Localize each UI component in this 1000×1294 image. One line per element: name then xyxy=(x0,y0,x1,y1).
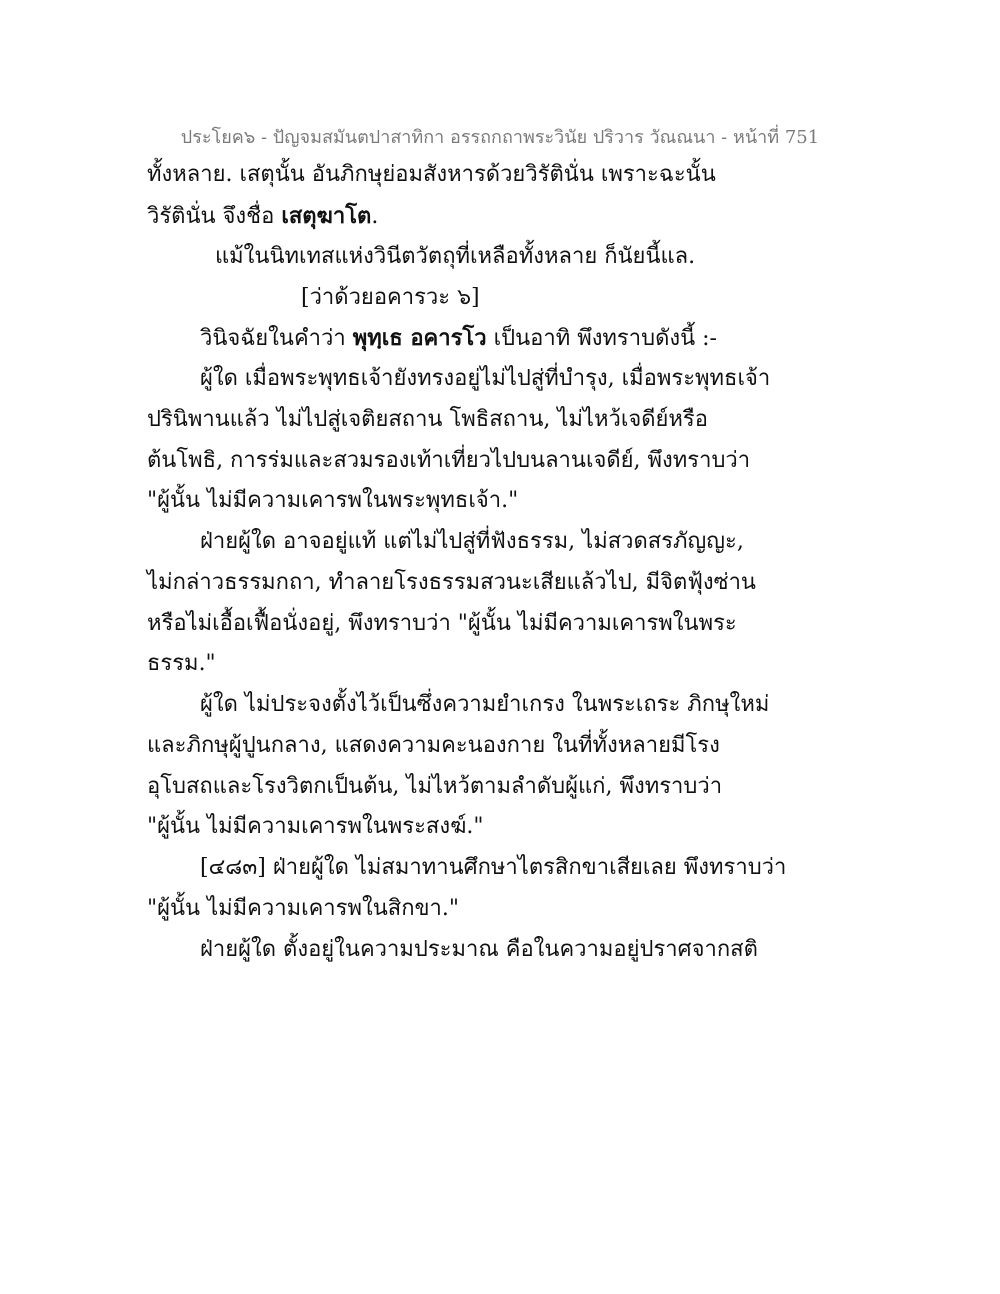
body-line-7 xyxy=(147,405,708,435)
body-line-19 xyxy=(147,894,459,924)
line-text: . xyxy=(371,204,379,229)
body-line-11 xyxy=(147,568,756,598)
line-text: "ผู้นั้น ไม่มีความเคารพในสิกขา." xyxy=(147,896,460,921)
line-text: และภิกษุผู้ปูนกลาง, แสดงความคะนองกาย ในที่ทั้งหลายมีโรง xyxy=(147,733,720,758)
line-text: ต้นโพธิ, การร่มและสวมรองเท้าเที่ยวไปบนลานเจดีย์, พึงทราบว่า xyxy=(147,448,751,473)
section-heading-text: [ว่าด้วยอคารวะ ๖] xyxy=(301,285,480,310)
line-text: วินิจฉัยในคำว่า xyxy=(200,326,353,351)
line-text: ฝ่ายผู้ใด อาจอยู่แท้ แต่ไม่ไปสู่ที่ฟังธรรม, ไม่สวดสรภัญญะ, xyxy=(200,529,744,554)
running-header xyxy=(0,122,1000,151)
line-text: ฝ่ายผู้ใด ตั้งอยู่ในความประมาณ คือในความอยู่ปราศจากสติ xyxy=(200,937,758,962)
body-line-18 xyxy=(200,853,786,883)
line-text: "ผู้นั้น ไม่มีความเคารพในพระพุทธเจ้า." xyxy=(147,488,519,513)
body-line-10 xyxy=(200,527,744,557)
body-line-2 xyxy=(147,201,378,232)
line-text: [๔๘๓] ฝ่ายผู้ใด ไม่สมาทานศึกษาไตรสิกขาเสียเลย พึงทราบว่า xyxy=(200,855,787,880)
bold-term: เสตุฆาโต xyxy=(281,203,372,229)
body-line-1 xyxy=(147,160,716,190)
line-text: วิรัตินั่น จึงชื่อ xyxy=(147,204,282,229)
line-text: ปรินิพานแล้ว ไม่ไปสู่เจติยสถาน โพธิสถาน, ไม่ไหว้เจดีย์หรือ xyxy=(147,407,708,432)
body-line-17 xyxy=(147,812,484,842)
body-line-8 xyxy=(147,446,750,476)
line-text: ผู้ใด ไม่ประจงตั้งไว้เป็นซึ่งความยำเกรง ในพระเถระ ภิกษุใหม่ xyxy=(200,692,770,717)
line-text: "ผู้นั้น ไม่มีความเคารพในพระสงฆ์." xyxy=(147,814,484,839)
body-line-16 xyxy=(147,772,722,802)
body-line-12 xyxy=(147,609,737,639)
bold-term: พุทฺเธ อคารโว xyxy=(352,325,487,351)
body-line-14 xyxy=(200,690,769,720)
body-line-9 xyxy=(147,486,518,516)
body-line-15 xyxy=(147,731,720,761)
body-line-20 xyxy=(200,935,758,965)
body-line-13 xyxy=(147,649,216,679)
section-heading xyxy=(301,283,480,313)
line-text: อุโบสถและโรงวิตกเป็นต้น, ไม่ไหว้ตามลำดับผู้แก่, พึงทราบว่า xyxy=(147,774,723,799)
body-line-6 xyxy=(200,364,770,394)
line-text: แม้ในนิทเทสแห่งวินีตวัตถุที่เหลือทั้งหลาย ก็นัยนี้แล. xyxy=(215,244,696,269)
line-text: ไม่กล่าวธรรมกถา, ทำลายโรงธรรมสวนะเสียแล้วไป, มีจิตฟุ้งซ่าน xyxy=(147,570,756,595)
body-line-3 xyxy=(215,242,695,272)
body-line-5 xyxy=(200,323,717,354)
line-text: หรือไม่เอื้อเฟื้อนั่งอยู่, พึงทราบว่า "ผู้นั้น ไม่มีความเคารพในพระ xyxy=(147,611,737,636)
line-text: เป็นอาทิ พึงทราบดังนี้ :- xyxy=(486,326,717,351)
line-text: ธรรม." xyxy=(147,651,216,676)
line-text: ผู้ใด เมื่อพระพุทธเจ้ายังทรงอยู่ไม่ไปสู่ที่บำรุง, เมื่อพระพุทธเจ้า xyxy=(200,366,771,391)
line-text: ทั้งหลาย. เสตุนั้น อันภิกษุย่อมสังหารด้วยวิรัตินั่น เพราะฉะนั้น xyxy=(147,162,716,187)
running-header-text: ประโยค๖ - ปัญจมสมันตปาสาทิกา อรรถกถาพระวินัย ปริวาร วัณณนา - หน้าที่ 751 xyxy=(180,127,820,148)
